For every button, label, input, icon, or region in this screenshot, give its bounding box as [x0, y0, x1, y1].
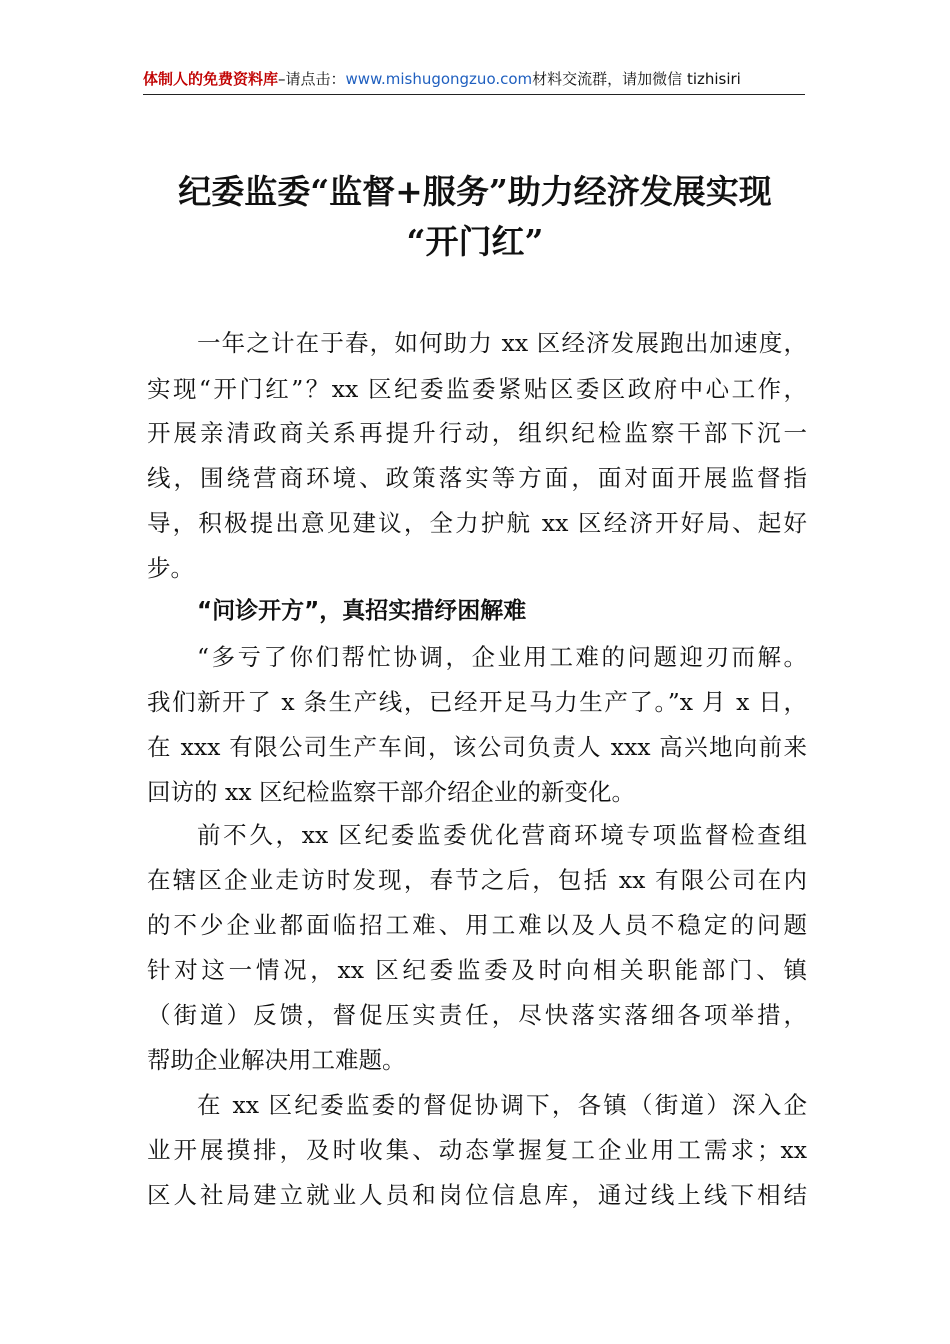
paragraph-1-line: 开展亲清政商关系再提升行动，组织纪检监察干部下沉一	[147, 419, 807, 447]
paragraph-2-line: 回访的 xx 区纪检监察干部介绍企业的新变化。	[147, 778, 635, 806]
paragraph-3-line: 前不久，xx 区纪委监委优化营商环境专项监督检查组	[197, 821, 807, 849]
header-tail: 材料交流群，请加微信 tizhisiri	[532, 70, 741, 88]
header-url-link[interactable]: www.mishugongzuo.com	[345, 70, 533, 88]
header-divider	[143, 94, 805, 95]
paragraph-3-line: （街道）反馈，督促压实责任，尽快落实落细各项举措，	[147, 1001, 807, 1029]
paragraph-1-line: 导，积极提出意见建议，全力护航 xx 区经济开好局、起好	[147, 509, 807, 537]
paragraph-4-line: 在 xx 区纪委监委的督促协调下，各镇（街道）深入企	[197, 1091, 807, 1119]
paragraph-3-line: 针对这一情况，xx 区纪委监委及时向相关职能部门、镇	[147, 956, 807, 984]
page-header	[143, 66, 805, 92]
paragraph-2-line: “多亏了你们帮忙协调，企业用工难的问题迎刃而解。	[197, 643, 807, 671]
paragraph-3-line: 帮助企业解决用工难题。	[147, 1046, 406, 1074]
paragraph-1-line: 步。	[147, 554, 194, 582]
paragraph-1-line: 一年之计在于春，如何助力 xx 区经济发展跑出加速度，	[197, 329, 807, 357]
section-heading: “问诊开方”，真招实措纾困解难	[197, 598, 527, 624]
paragraph-4-line: 区人社局建立就业人员和岗位信息库，通过线上线下相结	[147, 1181, 807, 1209]
document-title-line-2: “开门红”	[406, 222, 544, 261]
paragraph-2-line: 我们新开了 x 条生产线，已经开足马力生产了。”x 月 x 日，	[147, 688, 807, 716]
paragraph-3-line: 的不少企业都面临招工难、用工难以及人员不稳定的问题	[147, 911, 807, 939]
paragraph-4-line: 业开展摸排，及时收集、动态掌握复工企业用工需求；xx	[147, 1136, 807, 1164]
header-brand: 体制人的免费资料库	[143, 70, 279, 88]
paragraph-2-line: 在 xxx 有限公司生产车间，该公司负责人 xxx 高兴地向前来	[147, 733, 807, 761]
paragraph-3-line: 在辖区企业走访时发现，春节之后，包括 xx 有限公司在内	[147, 866, 807, 894]
paragraph-1-line: 实现“开门红”？xx 区纪委监委紧贴区委区政府中心工作，	[147, 375, 807, 403]
paragraph-1-line: 线，围绕营商环境、政策落实等方面，面对面开展监督指	[147, 464, 807, 492]
header-prompt: –请点击：	[278, 70, 346, 88]
document-title-line-1: 纪委监委“监督+服务”助力经济发展实现	[178, 172, 772, 211]
